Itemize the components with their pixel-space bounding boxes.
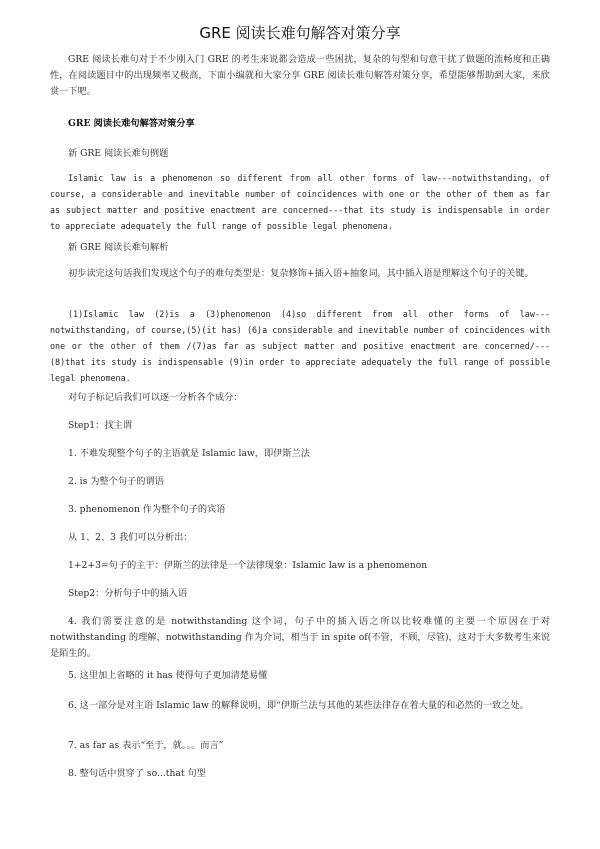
analysis-item-3: 3. phenomenon 作为整个句子的宾语 [68,504,226,515]
intro-paragraph: GRE 阅读长难句对于不少刚入门 GRE 的考生来说都会造成一些困扰，复杂的句型和句意干扰了做题的流畅度和正确性，在阅读题目中的出现频率又极高，下面小编就和大家分享 GRE 阅读长难句解答对策分享，希望能够帮助到大家，来欣赏一下吧。 [50,54,550,97]
analysis-item-4: 4. 我们需要注意的是 notwithstanding 这个词，句子中的插入语之所以比较难懂的主要一个原因在于对 notwithstanding 的理解，notwithstanding 作为介词，相当于 in spite of(不管，不顾，尽管)，这对于大多数考生来说是陌生的。 [50,616,550,659]
analysis-item-6: 6. 这一部分是对主语 Islamic law 的解释说明，即“伊斯兰法与其他的某些法律存在着大量的和必然的一致之处。 [68,700,529,711]
analysis-item-8: 8. 整句话中贯穿了 so...that 句型 [68,768,206,779]
from-123-text: 从 1、2、3 我们可以分析出： [68,532,193,543]
page-title: GRE 阅读长难句解答对策分享 [199,24,401,42]
section-heading: GRE 阅读长难句解答对策分享 [68,118,195,129]
step1-heading: Step1：找主谓 [68,420,132,431]
marked-sentence: (1)Islamic law (2)is a (3)phenomenon (4)so different from all other forms of law---notwithstanding, of course,(5)(it has) (6)a considerable and inevitable number of coincidences with one or the other of them /(7)as far as subject matter and positive enactment are concerned/---(8)that its study is indispensable (9)in order to appreciate adequately the full range of possible legal phenomena. [50,309,550,383]
analysis-item-1: 1. 不难发现整个句子的主语就是 Islamic law，即伊斯兰法 [68,448,310,459]
step2-heading: Step2：分析句子中的插入语 [68,588,188,599]
example-heading: 新 GRE 阅读长难句例题 [68,148,169,159]
after-mark-text: 对句子标记后我们可以逐一分析各个成分： [68,392,243,403]
analysis-item-7: 7. as far as 表示“至于，就。。。而言” [68,740,224,751]
analysis-item-2: 2. is 为整个句子的谓语 [68,476,164,487]
analysis-heading: 新 GRE 阅读长难句解析 [68,242,169,253]
example-text: Islamic law is a phenomenon so different from all other forms of law---notwithstanding, of course, a considerable and inevitable number of coincidences with one or the other of them as far as subject matter and positive enactment are concerned---that its study is indispensable in order to appreciate adequately the full range of possible legal phenomena. [50,173,550,231]
main-clause-text: 1+2+3=句子的主干：伊斯兰的法律是一个法律现象：Islamic law is a phenomenon [68,560,428,571]
analysis-item-5: 5. 这里加上省略的 it has 使得句子更加清楚易懂 [68,670,268,681]
analysis-intro: 初步读完这句话我们发现这个句子的难句类型是：复杂修饰+插入语+抽象词，其中插入语是理解这个句子的关键。 [68,268,534,279]
